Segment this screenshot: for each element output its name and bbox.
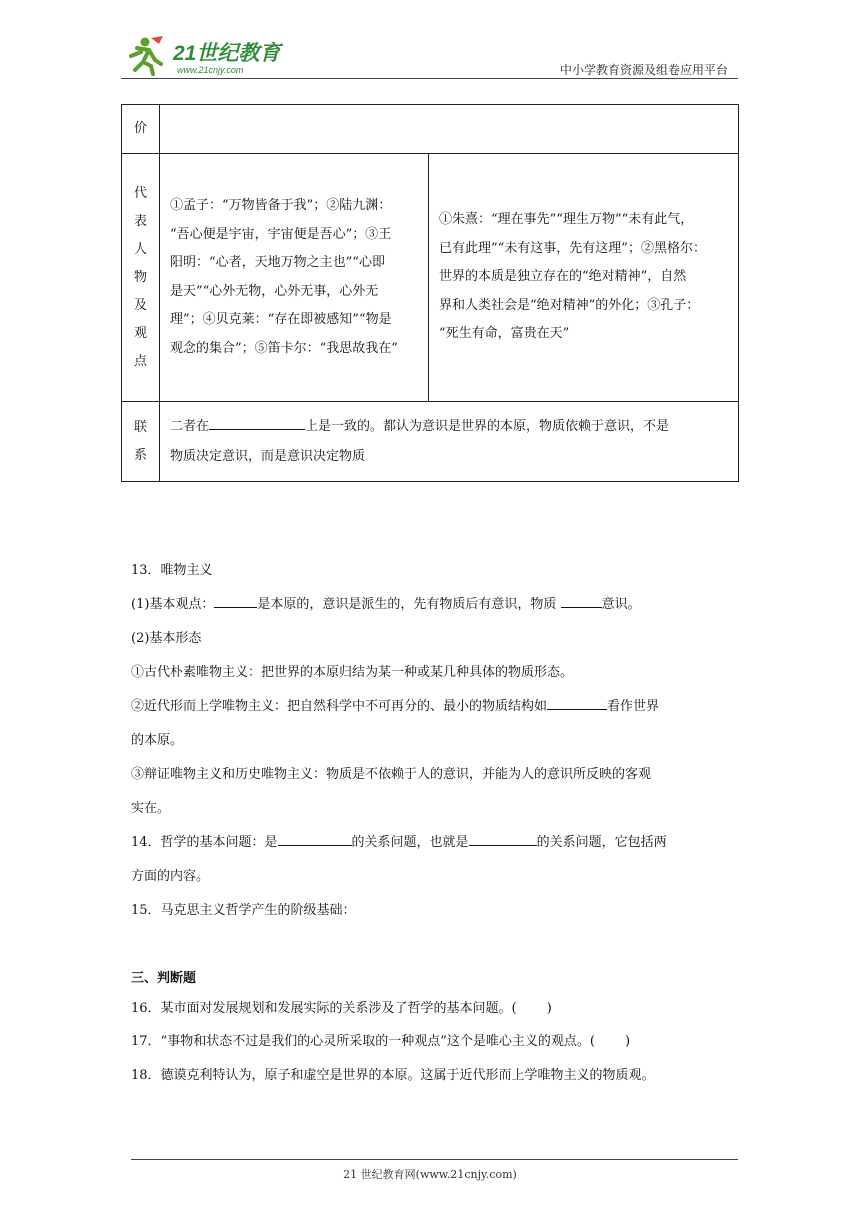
section-title-judgment: 三、判断题 bbox=[131, 971, 197, 986]
subjective-idealism-cell bbox=[160, 154, 429, 402]
q16: 16．某市面对发展规划和发展实际的关系涉及了哲学的基本问题。( ) bbox=[131, 1001, 552, 1016]
question-body: 13．唯物主义 (1)基本观点： 是本原的，意识是派生的，先有物质后有意识，物质 意识。 (2)基本形态 ①古代朴素唯物主义：把世界的本原归结为某一种或某几种具体的物质形态。 ②近代形而上学唯物主义：把自然科学中不可再分的、最小的物质结构如 看作世界 的本原。 ③辩证唯物主义和历史唯物主义：物质是不依赖于人的意识，并能为人的意识所反映的客观 实在。 14．哲学的基本问题：是 的关系问题，也就是 的关系问题，它包括两 方面的内容。 15．马克思主义哲学产生的阶级基础： 三、判断题 16．某市面对发展规划和发展实际的关系涉及了哲学的基本问题。( ) 17．“事物和状态不过是我们的心灵所采取的一种观点”这个是唯心主义的观点。( ) 18．德谟克利特认为，原子和虚空是世界的本原。这属于近代形而上学唯物主义的物质观。 bbox=[131, 554, 736, 1092]
spacer bbox=[131, 928, 736, 964]
fill-in-blank[interactable] bbox=[469, 831, 537, 846]
idealism-table bbox=[121, 104, 739, 482]
row-label-jia: 价 bbox=[122, 105, 160, 154]
table-row bbox=[122, 402, 739, 482]
logo-text: 21世纪教育 bbox=[173, 42, 281, 65]
fill-in-blank[interactable] bbox=[214, 593, 257, 608]
fill-in-blank[interactable] bbox=[561, 593, 602, 608]
q18: 18．德谟克利特认为，原子和虚空是世界的本原。这属于近代形而上学唯物主义的物质观。 bbox=[131, 1068, 655, 1083]
footer-divider bbox=[131, 1159, 738, 1160]
q13-basic-forms: (2)基本形态 bbox=[131, 631, 202, 646]
q17: 17．“事物和状态不过是我们的心灵所采取的一种观点”这个是唯心主义的观点。( ) bbox=[131, 1034, 631, 1049]
objective-idealism-cell bbox=[429, 154, 739, 402]
connection-cell bbox=[160, 402, 739, 482]
q13-title: 13．唯物主义 bbox=[131, 563, 213, 578]
q13-ancient-materialism: ①古代朴素唯物主义：把世界的本原归结为某一种或某几种具体的物质形态。 bbox=[131, 665, 574, 680]
running-figure-icon bbox=[131, 36, 163, 74]
row-label-lianxi: 联 系 bbox=[122, 402, 160, 482]
logo bbox=[121, 34, 286, 78]
fill-in-blank[interactable] bbox=[547, 695, 607, 710]
table-row bbox=[122, 105, 739, 154]
page-header bbox=[121, 34, 738, 78]
fill-in-blank[interactable] bbox=[278, 831, 352, 846]
subjective-idealism-text: ①孟子：“万物皆备于我”；②陆九渊： “吾心便是宇宙，宇宙便是吾心”；③王 阳明：“心者，天地万物之主也”“心即 是天”“心外无物，心外无事，心外无 理”；④贝克莱：“存在即被感知”“物是 观念的集合”；⑤笛卡尔：“我思故我在” bbox=[170, 198, 398, 356]
connection-line-1: 二者在 上是一致的。都认为意识是世界的本原，物质依赖于意识，不是 bbox=[170, 412, 732, 442]
q13-dialectical-materialism: ③辩证唯物主义和历史唯物主义：物质是不依赖于人的意识，并能为人的意识所反映的客观 bbox=[131, 767, 652, 782]
q14: 14．哲学的基本问题：是 的关系问题，也就是 的关系问题，它包括两 bbox=[131, 826, 736, 860]
table-row bbox=[122, 154, 739, 402]
row-content-empty bbox=[160, 105, 739, 154]
q13-metaphysical-materialism: ②近代形而上学唯物主义：把自然科学中不可再分的、最小的物质结构如 看作世界 bbox=[131, 690, 736, 724]
connection-line-2: 物质决定意识，而是意识决定物质 bbox=[170, 448, 366, 464]
page-footer: 21 世纪教育网(www.21cnjy.com) bbox=[343, 1168, 517, 1181]
fill-in-blank[interactable] bbox=[209, 415, 305, 430]
platform-name: 中小学教育资源及组卷应用平台 bbox=[559, 63, 728, 77]
objective-idealism-text: ①朱熹：“理在事先”“理生万物”“未有此气， 已有此理”“未有这事，先有这理”；②黑格尔： 世界的本质是独立存在的“绝对精神”，自然 界和人类社会是“绝对精神”的外化；③孔子： “死生有命，富贵在天” bbox=[439, 212, 706, 342]
q15: 15．马克思主义哲学产生的阶级基础： bbox=[131, 903, 356, 918]
q13-basic-view: (1)基本观点： 是本原的，意识是派生的，先有物质后有意识，物质 意识。 bbox=[131, 588, 736, 622]
header-divider bbox=[121, 78, 738, 79]
row-label-daibiao: 代 表 人 物 及 观 点 bbox=[122, 154, 160, 402]
logo-url-text: www.21cnjy.com bbox=[177, 65, 244, 75]
